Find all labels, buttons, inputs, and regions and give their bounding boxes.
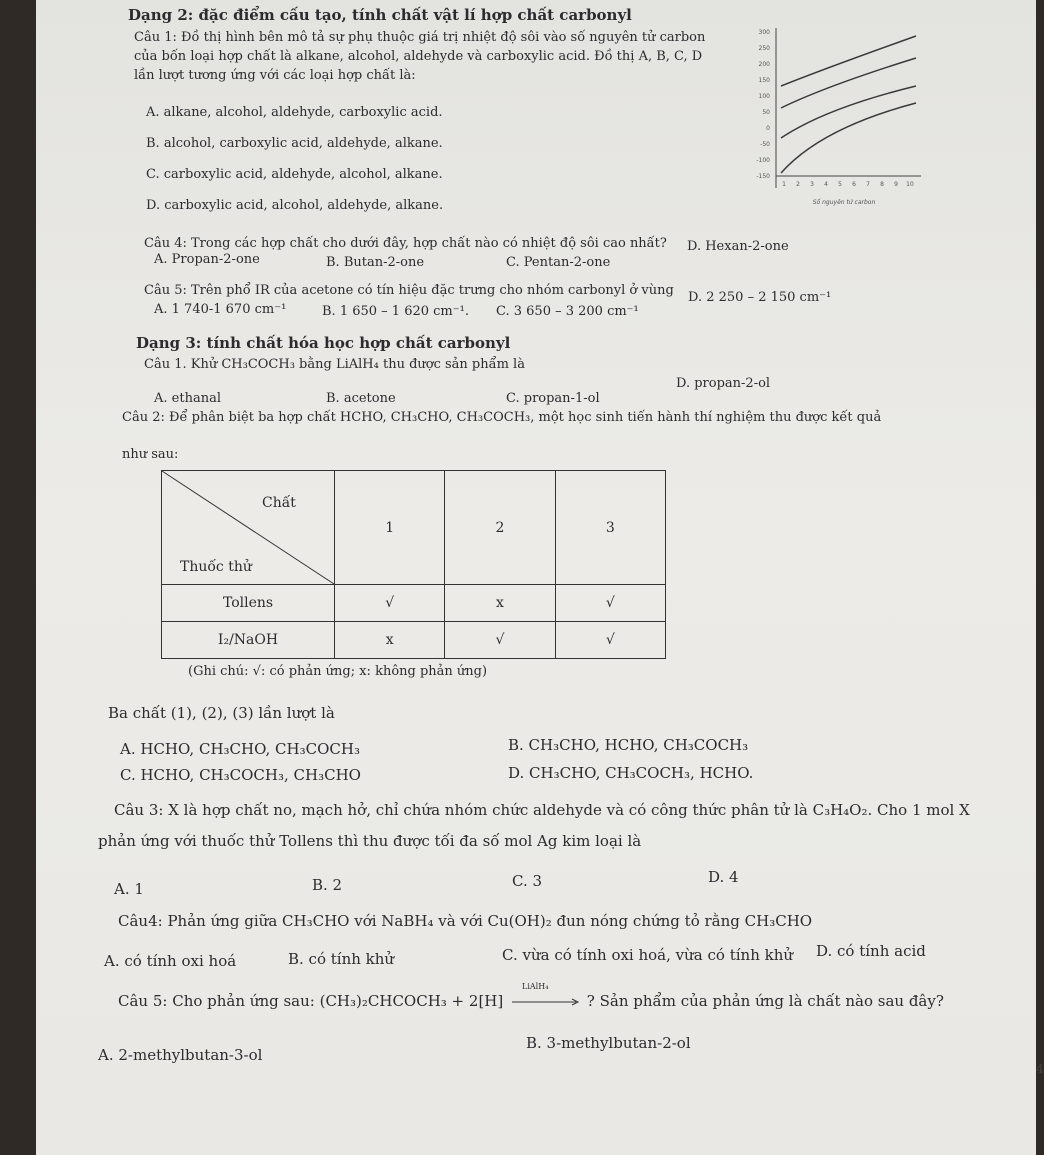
q4-text: Câu 4: Trong các hợp chất cho dưới đây, hợp chất nào có nhiệt độ sôi cao nhất? xyxy=(144,236,667,251)
table-cell: √ xyxy=(555,622,665,659)
graph-y-tick: -50 xyxy=(760,141,770,148)
graph-x-tick: 9 xyxy=(894,181,898,188)
q1-option-d: D. carboxylic acid, alcohol, aldehyde, alkane. xyxy=(146,198,444,213)
graph-x-tick: 5 xyxy=(838,181,842,188)
q1-option-b: B. alcohol, carboxylic acid, aldehyde, alkane. xyxy=(146,136,443,151)
d3q5-text xyxy=(118,982,944,1010)
table-corner-cell xyxy=(162,471,335,585)
d3q2-option-b: B. CH₃CHO, HCHO, CH₃COCH₃ xyxy=(508,736,749,754)
d3q3-option-c: C. 3 xyxy=(512,872,543,890)
q1-option-c: C. carboxylic acid, aldehyde, alcohol, alkane. xyxy=(146,167,443,182)
table-note: (Ghi chú: √: có phản ứng; x: không phản ứng) xyxy=(188,664,488,679)
reaction-arrow xyxy=(508,982,582,1010)
d3q1-option-c: C. propan-1-ol xyxy=(506,391,600,406)
q1-line1: Câu 1: Đồ thị hình bên mô tả sự phụ thuộc giá trị nhiệt độ sôi vào số nguyên tử carbon xyxy=(134,30,706,45)
d3q3-line1: Câu 3: X là hợp chất no, mạch hở, chỉ chứa nhóm chức aldehyde và có công thức phân tử là C₃H₄O₂. Cho 1 mol X xyxy=(114,801,970,819)
d3q1-text: Câu 1. Khử CH₃COCH₃ bằng LiAlH₄ thu được sản phẩm là xyxy=(144,357,525,372)
graph-y-tick: 150 xyxy=(758,77,770,84)
d3q4-option-a: A. có tính oxi hoá xyxy=(104,952,237,970)
graph-x-tick: 10 xyxy=(906,181,914,188)
d3q3-option-d: D. 4 xyxy=(708,868,739,886)
table-col-header: 3 xyxy=(555,471,665,585)
d3q3-line2: phản ứng với thuốc thử Tollens thì thu được tối đa số mol Ag kim loại là xyxy=(98,832,642,850)
table-cell: √ xyxy=(445,622,555,659)
table-row-label: Tollens xyxy=(162,585,335,622)
graph-x-tick: 1 xyxy=(782,181,786,188)
graph-y-tick: 300 xyxy=(758,29,770,36)
worksheet-page xyxy=(36,0,1044,1155)
graph-x-tick: 7 xyxy=(866,181,870,188)
table-cell: x xyxy=(445,585,555,622)
d3q1-option-a: A. ethanal xyxy=(154,391,221,406)
table-row xyxy=(162,622,666,659)
graph-x-tick: 3 xyxy=(810,181,814,188)
table-cell: x xyxy=(335,622,445,659)
graph-x-tick: 8 xyxy=(880,181,884,188)
table-cell: √ xyxy=(555,585,665,622)
d3q2-option-c: C. HCHO, CH₃COCH₃, CH₃CHO xyxy=(120,766,361,784)
graph-x-tick: 4 xyxy=(824,181,828,188)
d3q2-option-a: A. HCHO, CH₃CHO, CH₃COCH₃ xyxy=(120,740,360,758)
q5-option-a: A. 1 740-1 670 cm⁻¹ xyxy=(154,302,287,317)
graph-x-tick: 2 xyxy=(796,181,800,188)
d3q3-option-b: B. 2 xyxy=(312,876,343,894)
graph-y-tick: 0 xyxy=(766,125,770,132)
curve-a xyxy=(781,36,916,86)
curve-d xyxy=(781,103,916,173)
graph-y-tick: -100 xyxy=(756,157,770,164)
q1-line3: lần lượt tương ứng với các loại hợp chất là: xyxy=(134,68,416,83)
graph-x-label: Số nguyên tử carbon xyxy=(812,199,876,206)
q4-option-d: D. Hexan-2-one xyxy=(687,239,789,254)
graph-y-tick: 100 xyxy=(758,93,770,100)
section-heading-dang2: Dạng 2: đặc điểm cấu tạo, tính chất vật lí hợp chất carbonyl xyxy=(128,6,632,24)
d3q4-option-b: B. có tính khử xyxy=(288,950,395,968)
table-col-header: 1 xyxy=(335,471,445,585)
q5-option-b: B. 1 650 – 1 620 cm⁻¹. xyxy=(322,304,469,319)
graph-y-tick: -150 xyxy=(756,173,770,180)
table-corner-bottom: Thuốc thử xyxy=(180,559,252,575)
d3q2-ask: Ba chất (1), (2), (3) lần lượt là xyxy=(108,704,335,722)
d3q2-line2: như sau: xyxy=(122,447,179,462)
boiling-point-graph xyxy=(726,8,926,218)
graph-y-tick: 250 xyxy=(758,45,770,52)
d3q2-line1: Câu 2: Để phân biệt ba hợp chất HCHO, CH₃CHO, CH₃COCH₃, một học sinh tiến hành thí nghiệm thu được kết quả xyxy=(122,410,882,425)
arrow-icon xyxy=(508,994,582,1010)
reaction-reagent: LiAlH₄ xyxy=(522,982,549,991)
section-heading-dang3: Dạng 3: tính chất hóa học hợp chất carbonyl xyxy=(136,334,511,352)
table-row xyxy=(162,585,666,622)
d3q5-text-after: ? Sản phẩm của phản ứng là chất nào sau đây? xyxy=(586,992,944,1010)
curve-c xyxy=(781,86,916,138)
graph-x-tick: 6 xyxy=(852,181,856,188)
d3q5-option-a: A. 2-methylbutan-3-ol xyxy=(98,1046,263,1064)
graph-y-tick: 50 xyxy=(762,109,770,116)
q5-option-c: C. 3 650 – 3 200 cm⁻¹ xyxy=(496,304,639,319)
d3q4-text: Câu4: Phản ứng giữa CH₃CHO với NaBH₄ và với Cu(OH)₂ đun nóng chứng tỏ rằng CH₃CHO xyxy=(118,912,813,930)
table-cell: √ xyxy=(335,585,445,622)
q4-option-c: C. Pentan-2-one xyxy=(506,255,611,270)
d3q1-option-d: D. propan-2-ol xyxy=(676,376,771,391)
curve-b xyxy=(781,58,916,108)
q4-option-b: B. Butan-2-one xyxy=(326,255,425,270)
graph-y-tick: 200 xyxy=(758,61,770,68)
d3q5-option-b: B. 3-methylbutan-2-ol xyxy=(526,1034,691,1052)
d3q5-text-before: Câu 5: Cho phản ứng sau: (CH₃)₂CHCOCH₃ + 2[H] xyxy=(118,992,504,1010)
table-row-label: I₂/NaOH xyxy=(162,622,335,659)
q5-text: Câu 5: Trên phổ IR của acetone có tín hiệu đặc trưng cho nhóm carbonyl ở vùng xyxy=(144,283,674,298)
q5-option-d: D. 2 250 – 2 150 cm⁻¹ xyxy=(688,290,832,305)
page-number: 4 xyxy=(1036,1062,1044,1076)
d3q1-option-b: B. acetone xyxy=(326,391,396,406)
reagent-results-table xyxy=(161,470,666,659)
table-corner-top: Chất xyxy=(262,495,296,511)
d3q3-option-a: A. 1 xyxy=(114,880,144,898)
q1-line2: của bốn loại hợp chất là alkane, alcohol, aldehyde và carboxylic acid. Đồ thị A, B, C, D xyxy=(134,49,703,64)
q1-option-a: A. alkane, alcohol, aldehyde, carboxylic acid. xyxy=(146,105,443,120)
table-col-header: 2 xyxy=(445,471,555,585)
d3q4-option-c: C. vừa có tính oxi hoá, vừa có tính khử xyxy=(502,946,794,964)
d3q4-option-d: D. có tính acid xyxy=(816,942,926,960)
q4-option-a: A. Propan-2-one xyxy=(154,252,260,267)
d3q2-option-d: D. CH₃CHO, CH₃COCH₃, HCHO. xyxy=(508,764,754,782)
